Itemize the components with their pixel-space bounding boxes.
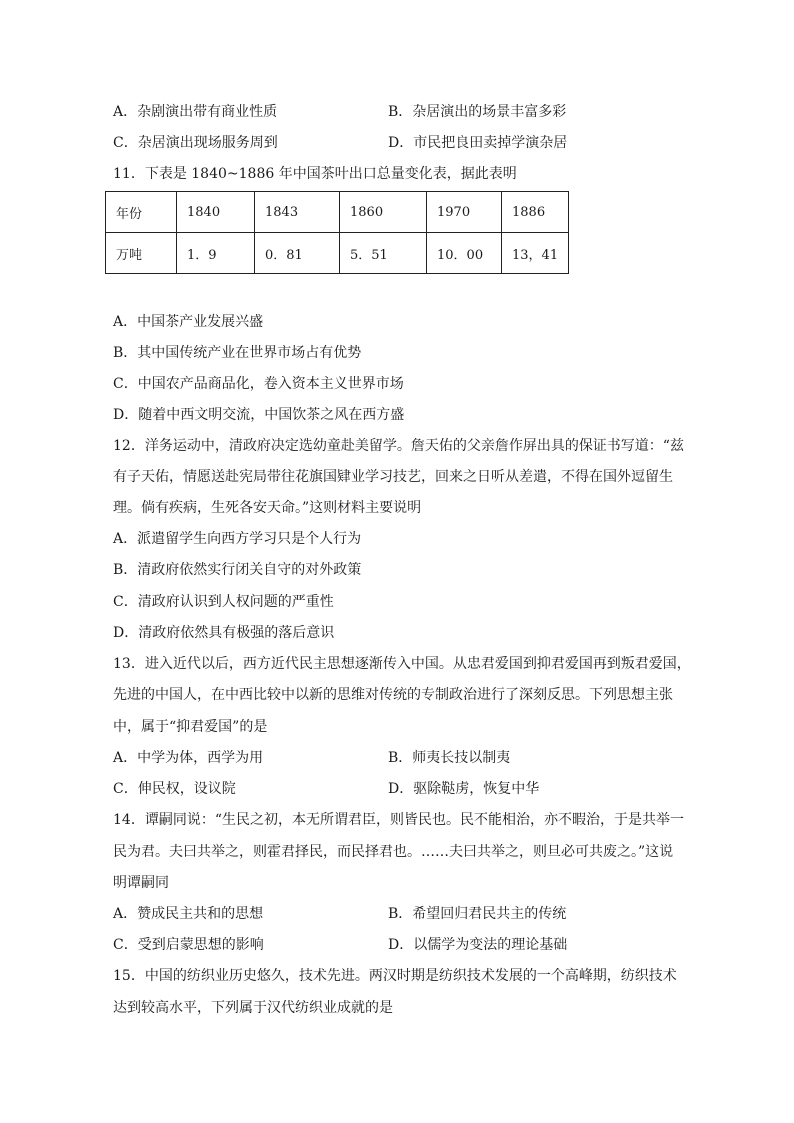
q12-option-b: B．清政府依然实行闭关自守的对外政策 [113,562,362,578]
q14-stem-line: 明谭嗣同 [113,875,169,891]
q14-stem-line: 民为君。夫曰共举之，则霍君择民，而民择君也。……夫曰共举之，则旦必可共废之。”这说 [113,844,674,860]
q12-option-c: C．清政府认识到人权问题的严重性 [113,594,334,610]
q10-option-d: D．市民把良田卖掉学演杂居 [388,135,568,151]
q14-option-d: D．以儒学为变法的理论基础 [388,937,568,953]
q15-stem-line: 15．中国的纺织业历史悠久，技术先进。两汉时期是纺织技术发展的一个高峰期，纺织技术 [113,968,677,984]
table-cell: 1843 [255,192,340,233]
q11-option-a: A．中国茶产业发展兴盛 [113,314,264,330]
q12-stem-line: 理。倘有疾病，生死各安天命。”这则材料主要说明 [113,500,422,516]
q13-stem-line: 先进的中国人，在中西比较中以新的思维对传统的专制政治进行了深刻反思。下列思想主张 [113,687,673,703]
tea-export-table [105,191,569,274]
q14-option-a: A．赞成民主共和的思想 [113,906,264,922]
table-cell: 1860 [340,192,427,233]
q12-option-a: A．派遣留学生向西方学习只是个人行为 [113,531,362,547]
q11-option-c: C．中国农产品商品化，卷入资本主义世界市场 [113,376,404,392]
q13-stem-line: 13．进入近代以后，西方近代民主思想逐渐传入中国。从忠君爱国到抑君爱国再到叛君爱国， [113,656,691,672]
table-cell-unit-label: 万吨 [106,233,177,274]
q11-stem: 11．下表是 1840~1886 年中国茶叶出口总量变化表，据此表明 [113,166,517,182]
q11-option-d: D．随着中西文明交流，中国饮茶之风在西方盛 [113,407,405,423]
q12-stem-line: 有子天佑，情愿送赴宪局带往花旗国肄业学习技艺，回来之日听从差遣，不得在国外逗留生 [113,469,673,485]
q10-option-a: A．杂剧演出带有商业性质 [113,104,278,120]
table-cell: 13，41 [502,233,569,274]
q11-option-b: B．其中国传统产业在世界市场占有优势 [113,345,362,361]
q15-stem-line: 达到较高水平，下列属于汉代纺织业成就的是 [113,1000,393,1016]
q13-option-c: C．伸民权，设议院 [113,781,236,797]
table-cell-year-label: 年份 [106,192,177,233]
table-cell: 1840 [177,192,255,233]
q13-stem-line: 中，属于“抑君爱国”的是 [113,719,268,735]
q10-option-b: B．杂居演出的场景丰富多彩 [388,104,567,120]
table-cell: 1．9 [177,233,255,274]
table-row [106,192,569,233]
table-cell: 1970 [427,192,502,233]
q14-option-b: B．希望回归君民共主的传统 [388,906,567,922]
q13-option-d: D．驱除鞑虏，恢复中华 [388,781,540,797]
q13-option-a: A．中学为体，西学为用 [113,750,264,766]
table-cell: 0．81 [255,233,340,274]
q13-option-b: B．师夷长技以制夷 [388,750,511,766]
table-row [106,233,569,274]
q12-stem-line: 12．洋务运动中，清政府决定选幼童赴美留学。詹天佑的父亲詹作屏出具的保证书写道：“兹 [113,438,684,454]
q14-stem-line: 14．谭嗣同说：“生民之初，本无所谓君臣，则皆民也。民不能相治，亦不暇治，于是共举一 [113,812,684,828]
q12-option-d: D．清政府依然具有极强的落后意识 [113,625,335,641]
q14-option-c: C．受到启蒙思想的影响 [113,937,264,953]
table-cell: 1886 [502,192,569,233]
q10-option-c: C．杂居演出现场服务周到 [113,135,278,151]
table-cell: 10．00 [427,233,502,274]
table-cell: 5．51 [340,233,427,274]
